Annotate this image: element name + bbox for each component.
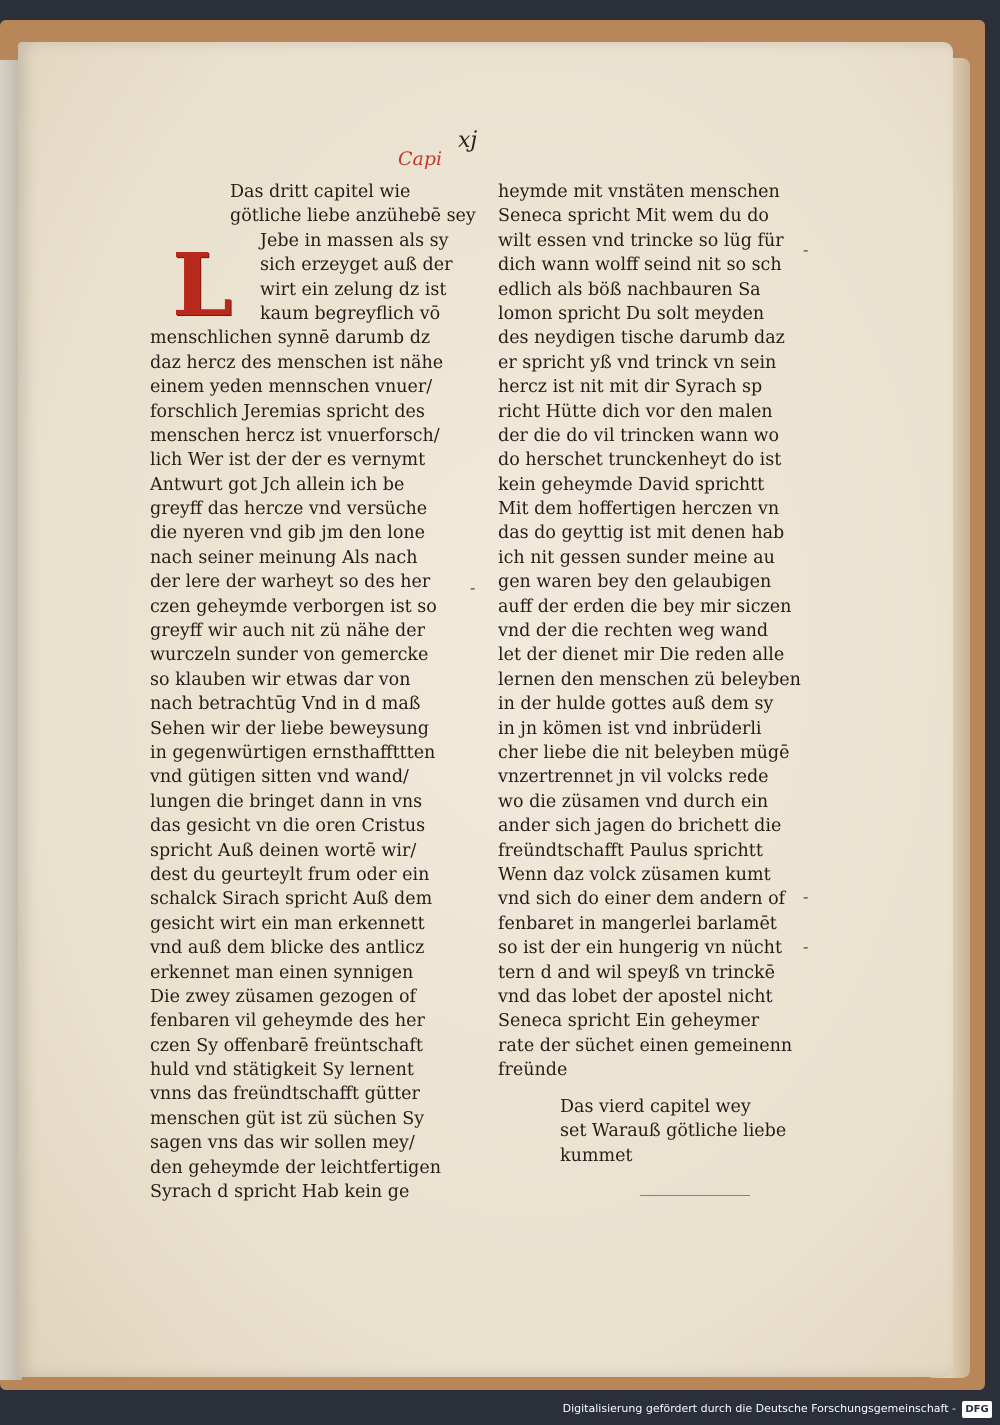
text-line: des neydigen tische darumb daz xyxy=(498,328,785,349)
text-line: vnd gütigen sitten vnd wand/ xyxy=(150,767,409,788)
text-line: rate der süchet einen gemeinenn xyxy=(498,1035,793,1056)
text-line: dest du geurteylt frum oder ein xyxy=(150,864,430,885)
text-line: lernen den menschen zü beleyben xyxy=(498,669,801,690)
text-line: wurczeln sunder von gemercke xyxy=(150,645,429,666)
text-line: menschen güt ist zü süchen Sy xyxy=(150,1108,425,1129)
text-line: set Warauß götliche liebe xyxy=(560,1121,787,1142)
text-line: sagen vns das wir sollen mey/ xyxy=(150,1133,415,1154)
text-line: Mit dem hoffertigen herczen vn xyxy=(498,499,780,520)
text-line: heymde mit vnstäten menschen xyxy=(498,182,780,202)
text-line: Das vierd capitel wey xyxy=(560,1097,751,1117)
margin-mark: - xyxy=(803,887,809,906)
margin-mark: - xyxy=(803,937,809,956)
text-line: fenbaret in mangerlei barlamēt xyxy=(498,913,777,934)
text-line: fenbaren vil geheymde des her xyxy=(150,1011,425,1032)
text-line: die nyeren vnd gib jm den lone xyxy=(150,523,426,544)
text-line: czen geheymde verborgen ist so xyxy=(150,596,437,617)
text-line: so ist der ein hungerig vn nücht xyxy=(498,938,782,959)
text-line: richt Hütte dich vor den malen xyxy=(498,401,773,422)
text-line: er spricht yß vnd trinck vn sein xyxy=(498,352,777,373)
text-line: das do geyttig ist mit denen hab xyxy=(498,523,785,544)
text-line: kummet xyxy=(560,1145,633,1166)
text-line: hercz ist nit mit dir Syrach sp xyxy=(498,377,763,398)
text-line: menschlichen synnē darumb dz xyxy=(150,328,431,349)
text-line: kein geheymde David sprichtt xyxy=(498,474,765,495)
dfg-logo[interactable]: DFG xyxy=(962,1401,992,1418)
text-line: erkennet man einen synnigen xyxy=(150,962,414,983)
text-line: Antwurt got Jch allein ich be xyxy=(150,474,405,495)
text-line: czen Sy offenbarē freüntschaft xyxy=(150,1035,423,1056)
footer-bar xyxy=(0,1398,1000,1425)
text-line: greyff das hercze vnd versüche xyxy=(150,499,428,520)
text-line: den geheymde der leichtfertigen xyxy=(150,1157,441,1178)
text-line: Das dritt capitel wie xyxy=(230,182,411,202)
running-head: Capi xyxy=(398,148,443,170)
text-line: greyff wir auch nit zü nähe der xyxy=(150,621,425,642)
margin-mark: - xyxy=(470,578,476,597)
text-line: in jn kömen ist vnd inbrüderli xyxy=(498,718,762,739)
text-line: wilt essen vnd trincke so lüg für xyxy=(498,230,784,251)
text-line: in gegenwürtigen ernsthaffttten xyxy=(150,742,436,763)
text-line: Jebe in massen als sy xyxy=(260,230,449,251)
text-line: cher liebe die nit beleyben mügē xyxy=(498,742,790,763)
text-line: das gesicht vn die oren Cristus xyxy=(150,816,426,837)
text-line: edlich als böß nachbauren Sa xyxy=(498,279,761,300)
text-line: in der hulde gottes auß dem sy xyxy=(498,694,774,715)
text-line: kaum begreyflich vō xyxy=(260,303,441,324)
text-line: lungen die bringet dann in vns xyxy=(150,791,423,812)
text-line: vnd das lobet der apostel nicht xyxy=(498,986,773,1007)
funding-notice: Digitalisierung gefördert durch die Deutsche Forschungsgemeinschaft - xyxy=(562,1402,956,1415)
text-line: götliche liebe anzühebē sey xyxy=(230,206,476,227)
text-line: Die zwey züsamen gezogen of xyxy=(150,986,416,1007)
text-line: der lere der warheyt so des her xyxy=(150,572,431,593)
text-line: Wenn daz volck züsamen kumt xyxy=(498,864,771,885)
text-line: vnd auß dem blicke des antlicz xyxy=(150,938,425,959)
chapter-four-heading xyxy=(560,1095,786,1168)
text-line: lomon spricht Du solt meyden xyxy=(498,303,765,324)
text-line: gesicht wirt ein man erkennett xyxy=(150,913,425,934)
text-line: let der dienet mir Die reden alle xyxy=(498,645,785,666)
text-line: spricht Auß deinen wortē wir/ xyxy=(150,840,417,861)
text-line: menschen hercz ist vnuerforsch/ xyxy=(150,425,440,446)
text-line: freündtschafft Paulus sprichtt xyxy=(498,840,763,861)
text-line: do herschet trunckenheyt do ist xyxy=(498,450,782,471)
text-line: vnd sich do einer dem andern of xyxy=(498,889,786,910)
text-line: auff der erden die bey mir siczen xyxy=(498,596,792,617)
text-line: forschlich Jeremias spricht des xyxy=(150,401,425,422)
text-line: vnzertrennet jn vil volcks rede xyxy=(498,767,769,788)
text-line: sich erzeyget auß der xyxy=(260,255,453,276)
left-text-column xyxy=(150,180,480,1204)
text-line: so klauben wir etwas dar von xyxy=(150,669,411,690)
text-line: Sehen wir der liebe beweysung xyxy=(150,718,429,739)
text-line: tern d and wil speyß vn trinckē xyxy=(498,962,775,983)
text-line: schalck Sirach spricht Auß dem xyxy=(150,889,433,910)
text-line: daz hercz des menschen ist nähe xyxy=(150,352,444,373)
text-line: Seneca spricht Mit wem du do xyxy=(498,206,769,227)
margin-mark: - xyxy=(803,240,809,259)
text-line: lich Wer ist der der es vernymt xyxy=(150,450,426,471)
text-line: gen waren bey den gelaubigen xyxy=(498,572,772,593)
text-line: ander sich jagen do brichett die xyxy=(498,816,782,837)
text-line: nach betrachtūg Vnd in d maß xyxy=(150,694,421,715)
text-line: huld vnd stätigkeit Sy lernent xyxy=(150,1060,414,1081)
text-line: wo die züsamen vnd durch ein xyxy=(498,791,769,812)
text-line: Syrach d spricht Hab kein ge xyxy=(150,1182,410,1203)
text-line: einem yeden mennschen vnuer/ xyxy=(150,377,433,398)
section-divider xyxy=(640,1195,750,1196)
text-line: vnns das freündtschafft gütter xyxy=(150,1084,420,1105)
text-line: der die do vil trincken wann wo xyxy=(498,425,780,446)
decorated-initial: L xyxy=(172,235,233,336)
text-line: Seneca spricht Ein geheymer xyxy=(498,1011,760,1032)
text-line: wirt ein zelung dz ist xyxy=(260,279,447,300)
right-text-column xyxy=(498,180,818,1082)
text-line: dich wann wolff seind nit so sch xyxy=(498,255,782,276)
text-line: vnd der die rechten weg wand xyxy=(498,621,769,642)
text-line: freünde xyxy=(498,1060,568,1081)
folio-number: xj xyxy=(458,128,478,153)
text-line: ich nit gessen sunder meine au xyxy=(498,547,775,568)
text-line: nach seiner meinung Als nach xyxy=(150,547,418,568)
